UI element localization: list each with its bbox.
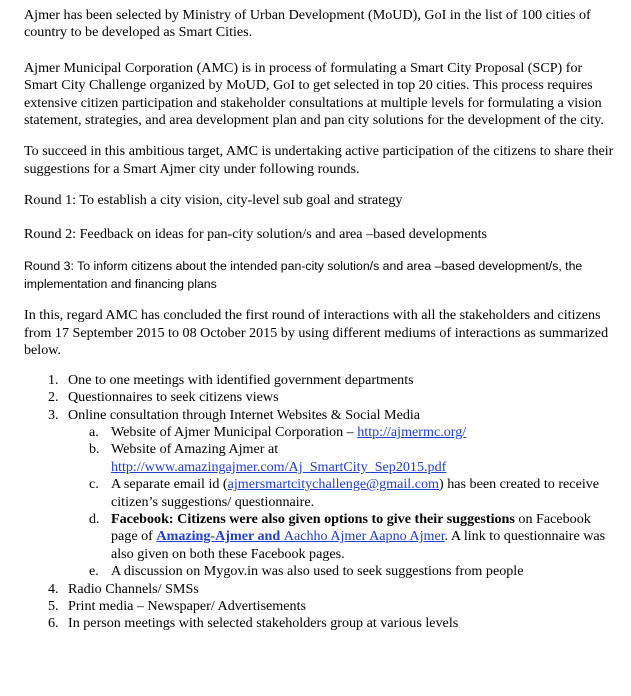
sublist-item-text: Website of Ajmer Municipal Corporation –: [111, 423, 358, 440]
sublist-item-letter: c.: [89, 476, 99, 493]
sublist-item-text: on Facebook page of: [111, 510, 591, 545]
list-item-text: Online consultation through Internet Websites & Social Media: [68, 406, 421, 423]
sublist-item-text: A discussion on Mygov.in was also used to seek suggestions from people: [111, 563, 524, 580]
interaction-mediums-list: [24, 372, 619, 633]
amazing-ajmer-link[interactable]: http://www.amazingajmer.com/Aj_SmartCity_Sep2015.pdf: [111, 458, 447, 475]
sublist-item: [68, 441, 619, 476]
list-item-number: 1.: [48, 371, 59, 388]
round-2: Round 2: Feedback on ideas for pan-city solution/s and area –based developments: [24, 225, 488, 242]
list-item-number: 5.: [48, 597, 59, 614]
list-item: [24, 615, 619, 632]
amc-process-paragraph: Ajmer Municipal Corporation (AMC) is in process of formulating a Smart City Proposal (SCP) for Smart City Challenge organized by MoUD, GoI to get selected in top 20 cities. This process requires extensive citizen participation and stakeholder consultations at multiple levels for formulating a vision statement, strategies, and area development plan and pan city solutions for the development of the city.: [24, 59, 604, 129]
list-item-number: 6.: [48, 615, 59, 632]
sublist-item-text: A separate email id (: [111, 476, 228, 493]
sublist-item-text: . A link to questionnaire was also given on both these Facebook pages.: [111, 528, 606, 562]
list-item-text: Questionnaires to seek citizens views: [68, 389, 279, 406]
list-item-number: 4.: [48, 580, 59, 597]
list-item-number: 2.: [48, 389, 59, 406]
aachho-ajmer-facebook-link[interactable]: Aachho Ajmer Aapno Ajmer: [283, 528, 445, 545]
sublist-item: [68, 424, 619, 441]
list-item: [24, 581, 619, 598]
sublist-item-text: Website of Amazing Ajmer at: [111, 441, 279, 458]
sublist-item: [68, 511, 619, 563]
list-item: [24, 389, 619, 406]
list-item-text: One to one meetings with identified government departments: [68, 371, 414, 388]
sublist-item: [68, 563, 619, 580]
sublist-item-text: ) has been created to receive citizen’s suggestions/ questionnaire.: [111, 476, 600, 510]
list-item-text: Print media – Newspaper/ Advertisements: [68, 597, 306, 614]
round-1: Round 1: To establish a city vision, city-level sub goal and strategy: [24, 192, 403, 209]
summary-paragraph: In this, regard AMC has concluded the first round of interactions with all the stakeholders and citizens from 17 September 2015 to 08 October 2015 by using different mediums of interactions as summarized below.: [24, 307, 609, 359]
sublist-item: [68, 476, 619, 511]
amc-website-link[interactable]: http://ajmermc.org/: [357, 423, 467, 440]
round-3: Round 3: To inform citizens about the intended pan-city solution/s and area –based development/s, the implementation and financing plans: [24, 259, 583, 292]
sublist-item-letter: b.: [89, 441, 100, 458]
list-item-number: 3.: [48, 406, 59, 423]
facebook-bold-text: Facebook: Citizens were also given options to give their suggestions: [111, 510, 515, 527]
intro-paragraph: Ajmer has been selected by Ministry of Urban Development (MoUD), GoI in the list of 100 cities of country to be developed as Smart Cities.: [24, 7, 591, 41]
sublist-item-letter: a.: [89, 423, 99, 440]
email-link[interactable]: ajmersmartcitychallenge@gmail.com: [227, 476, 440, 493]
sublist-item-letter: e.: [89, 563, 99, 580]
list-item-text: Radio Channels/ SMSs: [68, 580, 199, 597]
list-item: [24, 598, 619, 615]
amazing-ajmer-facebook-link[interactable]: Amazing-Ajmer and: [156, 528, 284, 545]
online-consultation-sublist: [68, 424, 619, 581]
list-item: [24, 372, 619, 389]
list-item: [24, 407, 619, 581]
document-body: [24, 7, 619, 633]
target-paragraph: To succeed in this ambitious target, AMC is undertaking active participation of the citizens to share their suggestions for a Smart Ajmer city under following rounds.: [24, 143, 614, 177]
sublist-item-letter: d.: [89, 510, 100, 527]
list-item-text: In person meetings with selected stakeholders group at various levels: [68, 615, 459, 632]
